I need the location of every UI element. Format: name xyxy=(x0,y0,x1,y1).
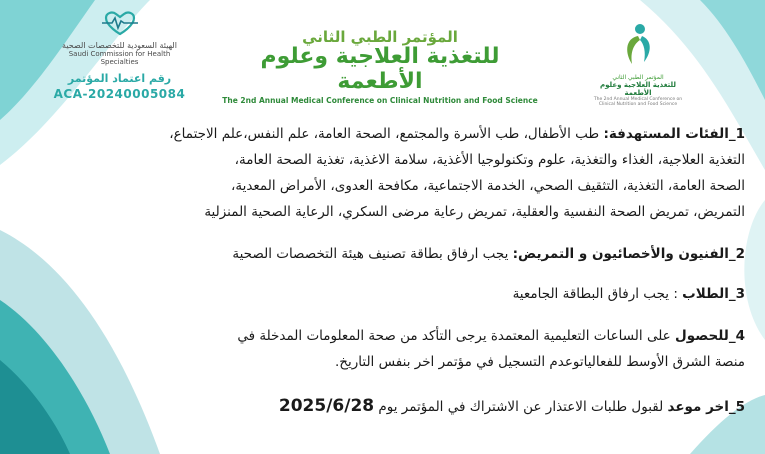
item1-line4: التمريض، تمريض الصحة النفسية والعقلية، تمريض رعاية مرضى السكري، الرعاية الصحية المنزلية xyxy=(204,204,745,220)
item-technicians xyxy=(145,241,745,267)
item3-text: : يجب ارفاق البطاقة الجامعية xyxy=(512,286,683,302)
header xyxy=(0,0,765,118)
conference-title-english: The 2nd Annual Medical Conference on Clinical Nutrition and Food Science xyxy=(222,96,538,105)
item2-text: يجب ارفاق بطاقة تصنيف هيئة التخصصات الصحية xyxy=(232,246,513,262)
item1-line3: الصحة العامة، التغذية، التثقيف الصحي، الخدمة الاجتماعية، مكافحة العدوى، الأمراض المعدية، xyxy=(230,178,745,194)
item1-line2: التغذية العلاجية، الغذاء والتغذية، علوم وتكنولوجيا الأغذية، سلامة الاغذية، تغذية الصحة العامة، xyxy=(234,152,745,168)
conference-logo-line3: The 2nd Annual Medical Conference on Clinical Nutrition and Food Science xyxy=(593,97,683,107)
conference-logo-line1: المؤتمر الطبي الثاني xyxy=(612,74,664,81)
conference-logo xyxy=(588,22,688,107)
conference-title-line1: المؤتمر الطبي الثاني xyxy=(302,28,458,46)
scfhs-arabic-name: الهيئة السعودية للتخصصات الصحية xyxy=(62,41,177,50)
scfhs-logo-block xyxy=(52,10,187,101)
item2-lead: الفنيون والأخصائيون و التمريض: xyxy=(512,246,729,262)
accreditation-code: ACA-20240005084 xyxy=(53,87,186,101)
item5-number: 5_ xyxy=(728,399,745,415)
item4-line2: منصة الشرق الأوسط للفعالياتوعدم التسجيل في مؤتمر اخر بنفس التاريخ. xyxy=(334,354,745,370)
item5-text: لقبول طلبات الاعتذار عن الاشتراك في المؤتمر يوم xyxy=(374,399,668,415)
accreditation-label: رقم اعتماد المؤتمر xyxy=(67,72,172,85)
item5-lead: اخر موعد xyxy=(667,399,729,415)
item4-line1-text: على الساعات التعليمية المعتمدة يرجى التأكد من صحة المعلومات المدخلة في xyxy=(237,328,676,344)
item1-line1 xyxy=(145,121,745,147)
scfhs-english-name: Saudi Commission for Health Specialties xyxy=(68,50,171,66)
conference-title-line2: للتغذية العلاجية وعلوم الأطعمة xyxy=(260,44,500,94)
item3-lead: الطلاب xyxy=(682,286,729,302)
right-wave xyxy=(744,200,765,340)
item2-number: 2_ xyxy=(728,246,745,262)
person-leaf-icon xyxy=(618,22,658,68)
item1-line1-text: طب الأطفال، طب الأسرة والمجتمع، الصحة العامة، علم النفس،علم الاجتماع، xyxy=(169,126,604,142)
conference-logo-line2: للتغذية العلاجية وعلوم الأطعمة xyxy=(599,81,677,97)
deadline-date: 2025/6/28 xyxy=(278,396,375,416)
item-students xyxy=(145,281,745,307)
item-target-groups xyxy=(145,121,745,225)
item1-lead: الفئات المستهدفة: xyxy=(603,126,729,142)
item4-lead: للحصول xyxy=(675,328,729,344)
item3-number: 3_ xyxy=(728,286,745,302)
item4-number: 4_ xyxy=(728,328,745,344)
scfhs-logo-icon xyxy=(100,10,140,36)
conference-title xyxy=(215,28,545,105)
item-cme-hours xyxy=(145,323,745,375)
item-deadline xyxy=(145,393,745,420)
item1-number: 1_ xyxy=(728,126,745,142)
